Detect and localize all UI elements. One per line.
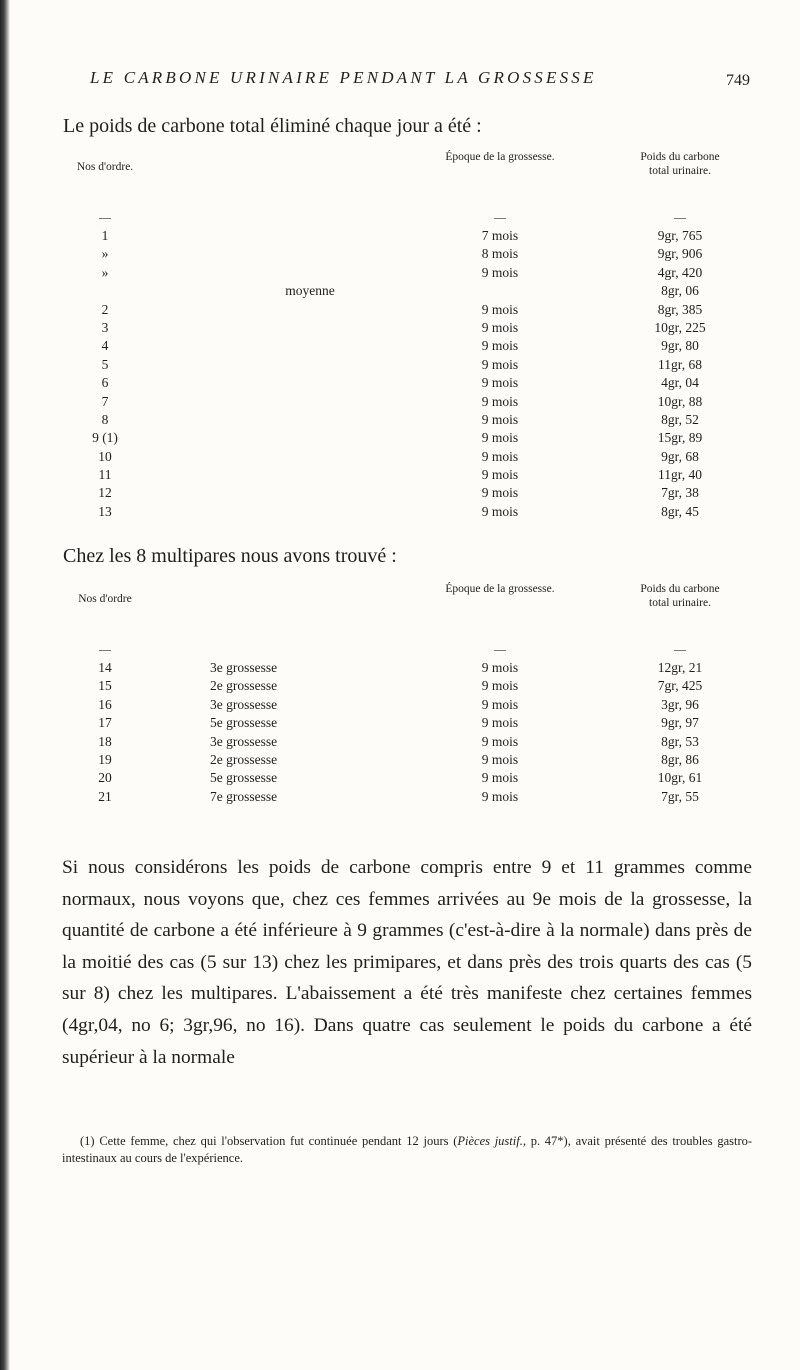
column-header-num: Nos d'ordre. <box>76 161 134 173</box>
row-weight: 9gr, 68 <box>661 448 699 464</box>
row-epoch: 9 mois <box>481 751 519 767</box>
table-row <box>60 394 760 412</box>
footnote-text-b: , p. 47*), avait présenté des troubles gastro-intestinaux au cours de l'expérience. <box>62 1134 753 1165</box>
row-weight: 7gr, 38 <box>661 485 699 501</box>
row-weight: 4gr, 420 <box>657 264 703 280</box>
row-weight: 10gr, 88 <box>657 393 703 409</box>
header-rule <box>60 642 760 660</box>
row-epoch: 9 mois <box>481 356 519 372</box>
table-row <box>60 228 760 246</box>
table-row <box>60 504 760 522</box>
row-weight: 11gr, 40 <box>658 467 702 483</box>
table-row <box>60 283 760 301</box>
row-epoch: 9 mois <box>481 393 519 409</box>
table-row <box>60 449 760 467</box>
column-header-weight: Poids du carbone total urinaire. <box>640 151 720 177</box>
row-number: 8 <box>101 411 109 427</box>
running-title: LE CARBONE URINAIRE PENDANT LA GROSSESSE <box>90 68 597 87</box>
dash-mark: — <box>674 210 686 224</box>
table-body <box>60 228 760 522</box>
footnote <box>62 1133 752 1167</box>
row-label: moyenne <box>285 283 335 299</box>
primipares-table <box>60 150 760 522</box>
row-epoch: 9 mois <box>481 696 519 712</box>
row-number: 18 <box>98 733 112 749</box>
row-epoch: 9 mois <box>481 770 519 786</box>
row-epoch: 9 mois <box>481 301 519 317</box>
body-paragraph: Si nous considérons les poids de carbone compris entre 9 et 11 grammes comme normaux, nous voyons que, chez ces femmes arrivées au 9e mois de la grossesse, la quantité de carbone a été inférieure à 9 grammes (c'est-à-dire à la normale) dans près de la moitié des cas (5 sur 13) chez les primipares, et dans près des trois quarts des cas (5 sur 8) chez les multipares. L'abaissement a été très manifeste chez certaines femmes (4gr,04, no 6; 3gr,96, no 16). Dans quatre cas seulement le poids du carbone a été supérieur à la normale <box>62 857 752 1068</box>
row-number: 3 <box>101 319 109 335</box>
table-row <box>60 357 760 375</box>
row-weight: 15gr, 89 <box>657 430 703 446</box>
row-number: 2 <box>101 301 109 317</box>
row-number: 16 <box>98 696 112 712</box>
row-grossesse: 5e grossesse <box>210 770 278 786</box>
row-weight: 9gr, 765 <box>657 228 703 243</box>
row-epoch: 9 mois <box>481 467 519 483</box>
row-epoch: 9 mois <box>481 788 519 804</box>
row-epoch: 9 mois <box>481 319 519 335</box>
row-grossesse: 3e grossesse <box>210 733 278 749</box>
row-number: 20 <box>98 770 112 786</box>
row-number: 1 <box>101 228 109 243</box>
table-body <box>60 660 760 807</box>
table-row <box>60 412 760 430</box>
row-number: 12 <box>98 485 112 501</box>
row-weight: 9gr, 80 <box>661 338 699 354</box>
row-number: 10 <box>98 448 112 464</box>
row-epoch: 9 mois <box>481 485 519 501</box>
book-binding-edge <box>0 0 10 1370</box>
row-weight: 10gr, 61 <box>657 770 703 786</box>
footnote-reference: Pièces justif. <box>457 1134 523 1148</box>
multipares-heading: Chez les 8 multipares nous avons trouvé : <box>63 545 397 567</box>
row-weight: 10gr, 225 <box>654 319 706 335</box>
footnote-mark: (1) <box>80 1134 95 1148</box>
row-epoch: 9 mois <box>481 430 519 446</box>
table-row <box>60 302 760 320</box>
intro-text: Le poids de carbone total éliminé chaque jour a été : <box>63 115 482 137</box>
row-weight: 7gr, 55 <box>661 788 699 804</box>
row-number: 9 (1) <box>92 430 118 446</box>
table-header <box>60 150 760 210</box>
table-row <box>60 467 760 485</box>
row-weight: 8gr, 06 <box>661 283 699 299</box>
row-number: 19 <box>98 751 112 767</box>
row-epoch: 9 mois <box>481 733 519 749</box>
row-epoch: 9 mois <box>481 715 519 731</box>
row-number: » <box>101 246 109 262</box>
row-grossesse: 2e grossesse <box>210 678 278 694</box>
row-weight: 9gr, 906 <box>657 246 703 262</box>
dash-mark: — <box>99 210 111 224</box>
table-row <box>60 246 760 264</box>
row-grossesse: 3e grossesse <box>210 696 278 712</box>
row-epoch: 9 mois <box>481 375 519 391</box>
row-weight: 8gr, 53 <box>661 733 699 749</box>
column-header-weight: Poids du carbone total urinaire. <box>640 583 720 609</box>
row-number: 11 <box>98 467 112 483</box>
row-epoch: 9 mois <box>481 411 519 427</box>
row-epoch: 9 mois <box>481 264 519 280</box>
dash-mark: — <box>494 642 506 656</box>
table-row <box>60 678 760 696</box>
dash-mark: — <box>674 642 686 656</box>
row-number: 13 <box>98 503 112 519</box>
row-number: 17 <box>98 715 112 731</box>
dash-mark: — <box>494 210 506 224</box>
row-number: » <box>101 264 109 280</box>
table-row <box>60 752 760 770</box>
row-weight: 8gr, 385 <box>657 301 703 317</box>
row-grossesse: 3e grossesse <box>210 660 278 675</box>
table-row <box>60 734 760 752</box>
table-row <box>60 338 760 356</box>
row-number: 6 <box>101 375 109 391</box>
table-row <box>60 715 760 733</box>
row-grossesse: 7e grossesse <box>210 788 278 804</box>
row-weight: 9gr, 97 <box>661 715 699 731</box>
row-weight: 8gr, 52 <box>661 411 699 427</box>
row-epoch: 8 mois <box>481 246 519 262</box>
row-epoch: 9 mois <box>481 503 519 519</box>
row-epoch: 9 mois <box>481 448 519 464</box>
column-header-num: Nos d'ordre <box>78 593 132 605</box>
row-epoch: 9 mois <box>481 678 519 694</box>
row-epoch: 9 mois <box>481 338 519 354</box>
row-weight: 8gr, 86 <box>661 751 699 767</box>
header-rule <box>60 210 760 228</box>
table-row <box>60 660 760 678</box>
row-weight: 7gr, 425 <box>657 678 703 694</box>
row-number: 5 <box>101 356 109 372</box>
table-row <box>60 265 760 283</box>
row-number: 15 <box>98 678 112 694</box>
row-weight: 8gr, 45 <box>661 503 699 519</box>
row-number: 21 <box>98 788 112 804</box>
row-number: 14 <box>98 660 112 675</box>
row-number: 7 <box>101 393 109 409</box>
row-weight: 12gr, 21 <box>657 660 703 675</box>
table-row <box>60 430 760 448</box>
row-grossesse: 5e grossesse <box>210 715 278 731</box>
multipares-table <box>60 582 760 807</box>
row-grossesse: 2e grossesse <box>210 751 278 767</box>
row-weight: 4gr, 04 <box>661 375 699 391</box>
table-row <box>60 789 760 807</box>
table-row <box>60 485 760 503</box>
table-row <box>60 375 760 393</box>
table-header <box>60 582 760 642</box>
dash-mark: — <box>99 642 111 656</box>
row-weight: 11gr, 68 <box>658 356 702 372</box>
column-header-epoch: Époque de la grossesse. <box>445 583 555 595</box>
page-header <box>90 68 750 98</box>
table-row <box>60 770 760 788</box>
table-row <box>60 697 760 715</box>
page-number: 749 <box>726 72 750 89</box>
row-weight: 3gr, 96 <box>661 696 699 712</box>
row-epoch: 7 mois <box>481 228 519 243</box>
row-number: 4 <box>101 338 109 354</box>
table-row <box>60 320 760 338</box>
row-epoch: 9 mois <box>481 660 519 675</box>
footnote-text-a: Cette femme, chez qui l'observation fut continuée pendant 12 jours ( <box>99 1134 458 1148</box>
column-header-epoch: Époque de la grossesse. <box>445 151 555 163</box>
